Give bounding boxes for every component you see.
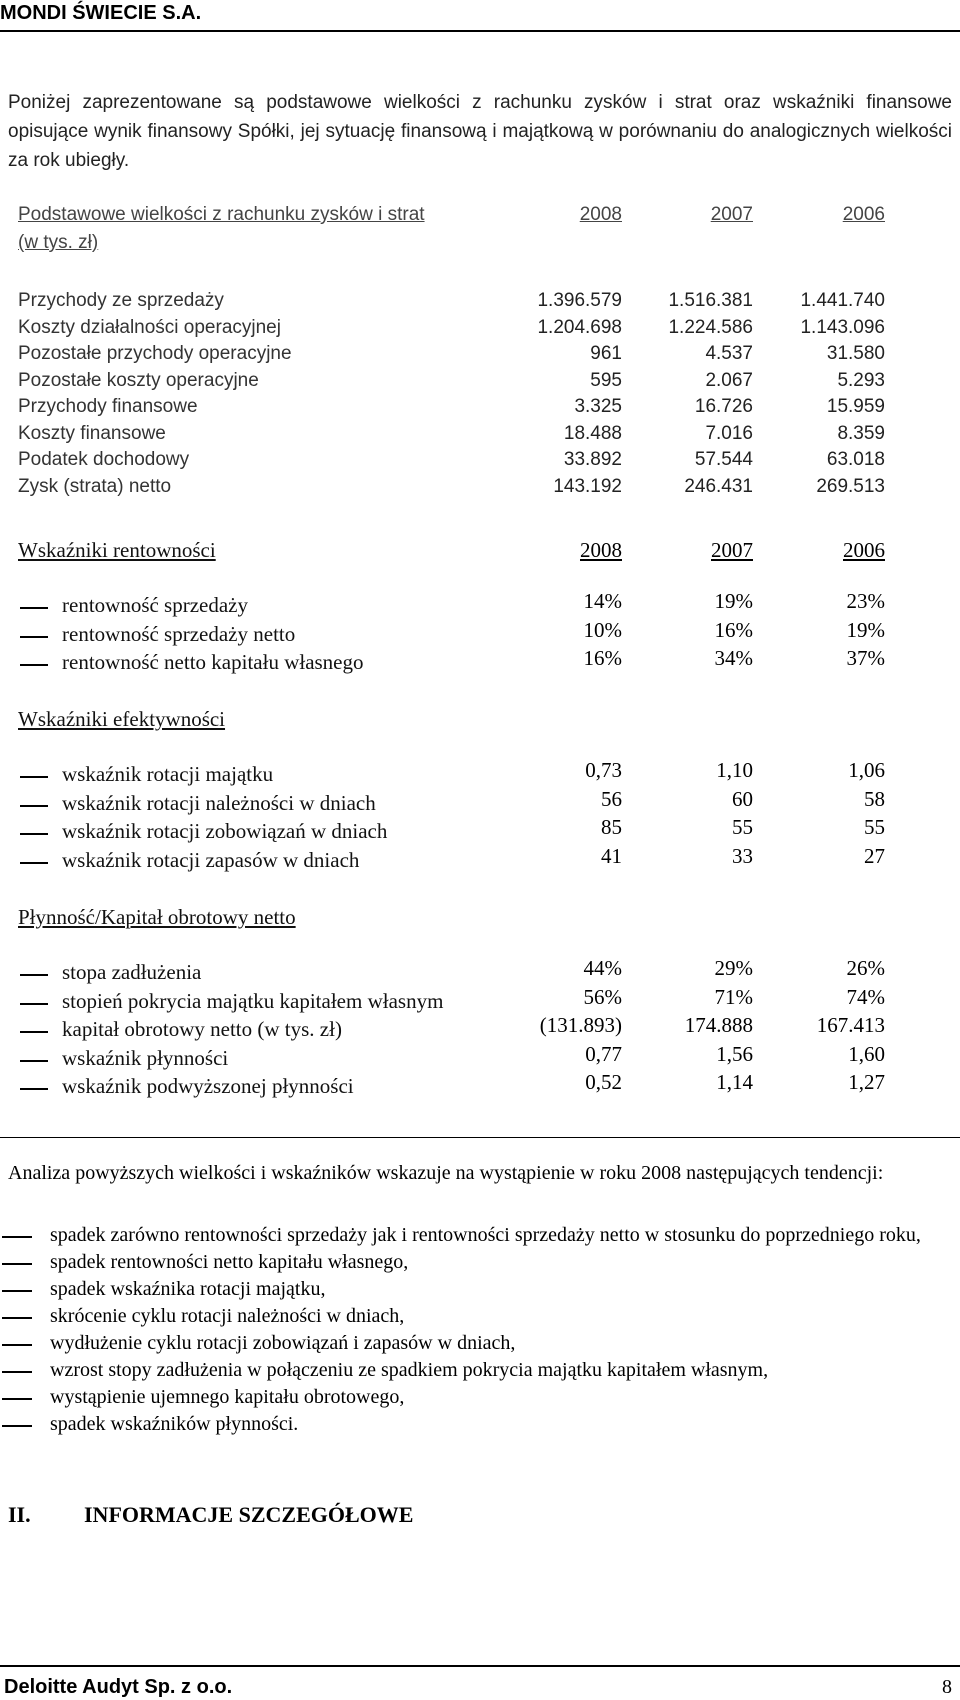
liquidity-cell: 174.888 (684, 1013, 753, 1037)
efficiency-dash (20, 862, 48, 864)
section-title: INFORMACJE SZCZEGÓŁOWE (84, 1502, 414, 1527)
pl-cell: 269.513 (816, 475, 885, 497)
liquidity-dash (20, 1060, 48, 1062)
liquidity-row-label: wskaźnik płynności (62, 1045, 229, 1070)
pl-cell: 18.488 (563, 422, 622, 444)
profitability-cell: 16% (583, 646, 622, 670)
profitability-dash (20, 636, 48, 638)
pl-row-label: Koszty działalności operacyjnej (18, 316, 281, 338)
pl-row-label: Podatek dochodowy (18, 449, 190, 470)
efficiency-row-label: wskaźnik rotacji zapasów w dniach (62, 847, 360, 872)
liquidity-cell: 56% (583, 984, 622, 1009)
analysis-bullet (0, 1249, 952, 1276)
efficiency-dash (20, 805, 48, 807)
liquidity-dash (20, 974, 48, 976)
analysis-bullet (0, 1411, 952, 1438)
pl-cell: 595 (590, 369, 622, 391)
efficiency-row-label: wskaźnik rotacji zobowiązań w dniach (62, 819, 388, 843)
dash-marker (2, 1263, 32, 1265)
analysis-bullet-text: wzrost stopy zadłużenia w połączeniu ze spadkiem pokrycia majątku kapitałem własnym, (50, 1359, 769, 1381)
pl-cell: 1.441.740 (800, 290, 885, 311)
profitability-dash (20, 607, 48, 609)
efficiency-cell: 41 (601, 843, 622, 868)
pl-row-label: Pozostałe koszty operacyjne (18, 369, 259, 391)
analysis-bullet-text: wystąpienie ujemnego kapitału obrotowego, (50, 1386, 405, 1408)
liquidity-row-label: stopień pokrycia majątku kapitałem własnym (62, 988, 444, 1013)
liquidity-cell: 167.413 (816, 1013, 885, 1037)
liquidity-heading: Płynność/Kapitał obrotowy netto (18, 905, 296, 929)
analysis-bullet-text: spadek wskaźnika rotacji majątku, (50, 1278, 326, 1300)
profitability-dash (20, 664, 48, 666)
analysis-bullet-list (0, 1222, 952, 1438)
pl-row-label: Koszty finansowe (18, 422, 166, 444)
pl-row-label: Pozostałe przychody operacyjne (18, 343, 292, 364)
pl-cell: 1.396.579 (537, 290, 622, 311)
pl-row-label: Zysk (strata) netto (18, 475, 172, 497)
section-divider (0, 1137, 960, 1138)
pl-unit: (w tys. zł) (18, 232, 99, 253)
liquidity-cell: 71% (714, 984, 753, 1009)
liquidity-cell: 1,27 (848, 1070, 885, 1094)
document-header: MONDI ŚWIECIE S.A. (0, 2, 202, 24)
intro-paragraph: Poniżej zaprezentowane są podstawowe wielkości z rachunku zysków i strat oraz wskaźniki finansowe opisujące wynik finansowy Spółki, jej sytuację finansową i majątkową w porównaniu do analogicznych wielkości za rok ubiegły. (8, 92, 952, 171)
liquidity-cell: 1,56 (716, 1041, 753, 1066)
liquidity-cell: 1,14 (716, 1070, 753, 1094)
pl-cell: 1.204.698 (537, 316, 622, 338)
profitability-year-2006: 2006 (843, 538, 885, 562)
pl-cell: 57.544 (694, 449, 753, 470)
efficiency-cell: 0,73 (585, 758, 622, 782)
efficiency-cell: 27 (864, 843, 885, 868)
profitability-row-label: rentowność sprzedaży (62, 593, 249, 617)
efficiency-cell: 1,10 (716, 758, 753, 782)
liquidity-cell: 29% (714, 956, 753, 980)
dash-marker (2, 1317, 32, 1319)
efficiency-cell: 55 (732, 815, 753, 839)
pl-cell: 143.192 (553, 475, 622, 497)
pl-cell: 5.293 (837, 369, 885, 391)
liquidity-cell: 1,60 (848, 1041, 885, 1066)
analysis-bullet (0, 1303, 952, 1330)
profitability-heading: Wskaźniki rentowności (18, 538, 216, 562)
pl-cell: 15.959 (826, 396, 885, 417)
pl-cell: 33.892 (563, 449, 622, 470)
liquidity-dash (20, 1031, 48, 1033)
efficiency-cell: 33 (732, 843, 753, 868)
analysis-bullet (0, 1357, 952, 1384)
pl-cell: 7.016 (705, 422, 753, 444)
analysis-bullet (0, 1384, 952, 1411)
analysis-bullet-text: wydłużenie cyklu rotacji zobowiązań i zapasów w dniach, (50, 1332, 516, 1354)
header-rule (0, 30, 960, 32)
analysis-bullet-text: spadek rentowności netto kapitału własnego, (50, 1251, 409, 1273)
profitability-cell: 19% (714, 589, 753, 613)
efficiency-row-label: wskaźnik rotacji majątku (62, 762, 274, 786)
pl-year-2007: 2007 (710, 204, 753, 225)
liquidity-row-label: stopa zadłużenia (62, 960, 202, 984)
liquidity-cell: 74% (846, 984, 885, 1009)
pl-year-2008: 2008 (579, 204, 622, 225)
pl-cell: 8.359 (837, 422, 885, 444)
liquidity-dash (20, 1088, 48, 1090)
efficiency-cell: 58 (864, 786, 885, 811)
pl-year-2006: 2006 (842, 204, 885, 225)
page-number: 8 (942, 1676, 952, 1698)
analysis-bullet (0, 1222, 952, 1249)
efficiency-cell: 1,06 (848, 758, 885, 782)
dash-marker (2, 1344, 32, 1346)
liquidity-row-label: kapitał obrotowy netto (w tys. zł) (62, 1017, 342, 1041)
footer-company: Deloitte Audyt Sp. z o.o. (4, 1676, 233, 1698)
analysis-bullet (0, 1330, 952, 1357)
analysis-bullet (0, 1276, 952, 1303)
profitability-cell: 16% (714, 617, 753, 642)
dash-marker (2, 1425, 32, 1427)
pl-cell: 2.067 (705, 369, 753, 391)
analysis-bullet-text: spadek zarówno rentowności sprzedaży jak i rentowności sprzedaży netto w stosunku do poprzedniego roku, (50, 1224, 921, 1246)
analysis-bullet-text: spadek wskaźników płynności. (50, 1413, 299, 1435)
section-number: II. (8, 1502, 31, 1527)
efficiency-cell: 60 (732, 786, 753, 811)
profitability-cell: 37% (846, 646, 885, 670)
pl-cell: 246.431 (684, 475, 753, 497)
dash-marker (2, 1290, 32, 1292)
efficiency-row-label: wskaźnik rotacji należności w dniach (62, 790, 376, 815)
pl-cell: 961 (590, 343, 622, 364)
profitability-cell: 23% (846, 589, 885, 613)
pl-cell: 1.224.586 (668, 316, 753, 338)
pl-cell: 3.325 (574, 396, 622, 417)
profitability-row-label: rentowność sprzedaży netto (62, 621, 296, 646)
liquidity-row-label: wskaźnik podwyższonej płynności (62, 1074, 354, 1098)
profitability-cell: 14% (583, 589, 622, 613)
profitability-year-2008: 2008 (580, 538, 622, 562)
pl-cell: 16.726 (694, 396, 753, 417)
liquidity-cell: (131.893) (539, 1013, 622, 1037)
pl-cell: 1.143.096 (800, 316, 885, 338)
pl-cell: 63.018 (826, 449, 885, 470)
analysis-intro: Analiza powyższych wielkości i wskaźników wskazuje na wystąpienie w roku 2008 następujących tendencji: (8, 1162, 884, 1184)
liquidity-cell: 0,77 (585, 1041, 622, 1066)
profitability-year-2007: 2007 (711, 538, 753, 562)
analysis-bullet-text: skrócenie cyklu rotacji należności w dniach, (50, 1305, 405, 1327)
liquidity-cell: 26% (846, 956, 885, 980)
efficiency-cell: 56 (601, 786, 622, 811)
liquidity-cell: 0,52 (585, 1070, 622, 1094)
liquidity-cell: 44% (583, 956, 622, 980)
efficiency-heading: Wskaźniki efektywności (18, 707, 226, 731)
pl-heading: Podstawowe wielkości z rachunku zysków i strat (18, 204, 425, 225)
dash-marker (2, 1398, 32, 1400)
profitability-cell: 10% (583, 617, 622, 642)
footer-rule (0, 1665, 960, 1667)
profitability-cell: 34% (714, 646, 753, 670)
profitability-row-label: rentowność netto kapitału własnego (62, 650, 364, 674)
dash-marker (2, 1236, 32, 1238)
efficiency-cell: 85 (601, 815, 622, 839)
pl-cell: 1.516.381 (668, 290, 753, 311)
efficiency-dash (20, 833, 48, 835)
pl-row-label: Przychody finansowe (18, 396, 198, 417)
profitability-cell: 19% (846, 617, 885, 642)
liquidity-dash (20, 1003, 48, 1005)
efficiency-dash (20, 776, 48, 778)
pl-row-label: Przychody ze sprzedaży (18, 290, 224, 311)
efficiency-cell: 55 (864, 815, 885, 839)
pl-cell: 4.537 (705, 343, 753, 364)
pl-cell: 31.580 (826, 343, 885, 364)
dash-marker (2, 1371, 32, 1373)
